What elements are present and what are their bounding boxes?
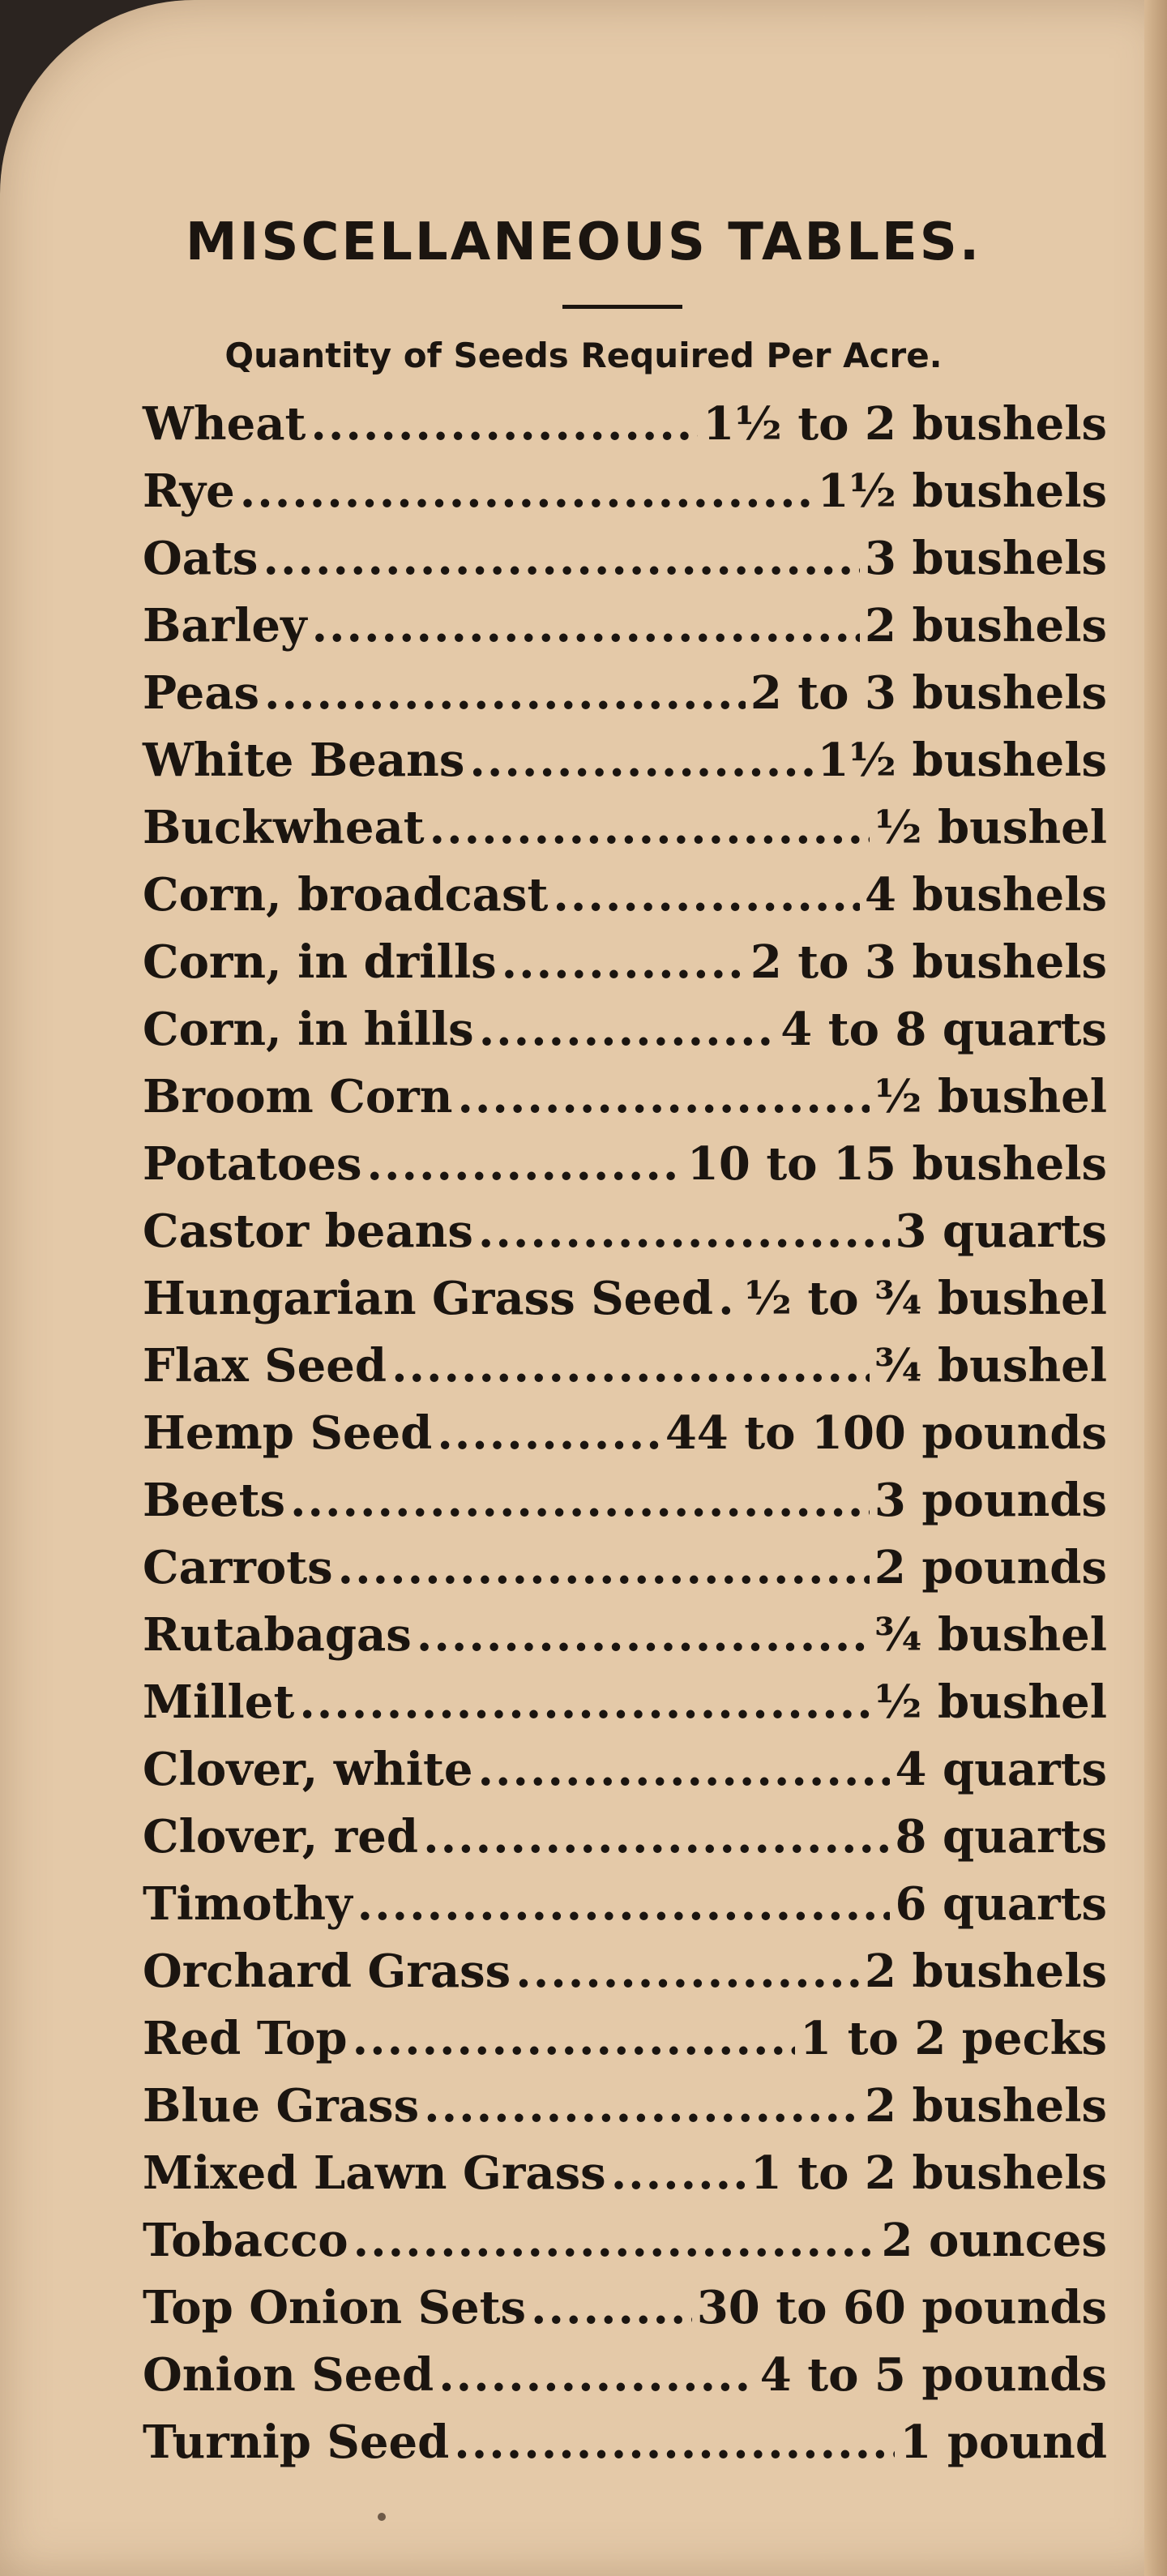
dot-leader bbox=[553, 868, 860, 922]
dot-leader bbox=[391, 1339, 870, 1393]
table-row bbox=[143, 1810, 1107, 1877]
seed-quantity: ¾ bushel bbox=[874, 1339, 1107, 1393]
seed-quantity: ½ bushel bbox=[874, 801, 1107, 854]
dot-leader bbox=[718, 1272, 739, 1325]
seed-quantity: 6 quarts bbox=[895, 1877, 1107, 1931]
table-row bbox=[143, 1474, 1107, 1541]
table-row bbox=[143, 1205, 1107, 1272]
dot-leader bbox=[312, 599, 860, 653]
dot-leader bbox=[290, 1474, 870, 1527]
dot-leader bbox=[430, 801, 870, 854]
table-row bbox=[143, 397, 1107, 464]
crop-name: Onion Seed bbox=[143, 2348, 434, 2402]
table-row bbox=[143, 2214, 1107, 2281]
crop-name: Wheat bbox=[143, 397, 306, 451]
crop-name: Buckwheat bbox=[143, 801, 425, 854]
crop-name: Mixed Lawn Grass bbox=[143, 2146, 606, 2200]
dot-leader bbox=[353, 2012, 796, 2065]
crop-name: Clover, red bbox=[143, 1810, 419, 1864]
title-divider bbox=[562, 305, 682, 309]
seed-quantity: 1½ to 2 bushels bbox=[703, 397, 1107, 451]
table-row bbox=[143, 2012, 1107, 2079]
seed-quantity: 10 to 15 bushels bbox=[686, 1137, 1107, 1191]
dot-leader bbox=[437, 1406, 660, 1460]
table-row bbox=[143, 1877, 1107, 1945]
crop-name: White Beans bbox=[143, 734, 465, 787]
crop-name: Barley bbox=[143, 599, 307, 653]
crop-name: Top Onion Sets bbox=[143, 2281, 527, 2334]
dot-leader bbox=[515, 1945, 860, 1998]
crop-name: Hemp Seed bbox=[143, 1406, 433, 1460]
table-row bbox=[143, 2079, 1107, 2146]
dot-leader bbox=[454, 2416, 895, 2469]
table-row bbox=[143, 1945, 1107, 2012]
table-row bbox=[143, 532, 1107, 599]
crop-name: Flax Seed bbox=[143, 1339, 387, 1393]
seed-quantity: 3 quarts bbox=[895, 1205, 1107, 1258]
seed-quantity: 2 ounces bbox=[881, 2214, 1107, 2267]
page-title: MISCELLANEOUS TABLES. bbox=[185, 212, 982, 272]
seed-quantity: 44 to 100 pounds bbox=[665, 1406, 1107, 1460]
table-row bbox=[143, 464, 1107, 532]
seed-quantity: 2 pounds bbox=[874, 1541, 1107, 1594]
table-row bbox=[143, 1339, 1107, 1406]
dot-leader bbox=[264, 666, 746, 720]
seed-quantity: 4 to 8 quarts bbox=[780, 1003, 1107, 1056]
crop-name: Millet bbox=[143, 1675, 295, 1729]
table-row bbox=[143, 868, 1107, 935]
dot-leader bbox=[424, 2079, 860, 2133]
seed-quantity: 8 quarts bbox=[895, 1810, 1107, 1864]
table-row bbox=[143, 1070, 1107, 1137]
crop-name: Castor beans bbox=[143, 1205, 473, 1258]
crop-name: Peas bbox=[143, 666, 260, 720]
seed-quantity: ¾ bushel bbox=[874, 1608, 1107, 1662]
crop-name: Potatoes bbox=[143, 1137, 362, 1191]
seed-quantity: 1 to 2 pecks bbox=[800, 2012, 1107, 2065]
table-row bbox=[143, 1003, 1107, 1070]
dot-leader bbox=[240, 464, 813, 518]
seed-quantity: 1½ bushels bbox=[817, 464, 1107, 518]
crop-name: Blue Grass bbox=[143, 2079, 420, 2133]
page-edge bbox=[1144, 0, 1167, 2576]
crop-name: Beets bbox=[143, 1474, 285, 1527]
dot-leader bbox=[357, 1877, 891, 1931]
crop-name: Tobacco bbox=[143, 2214, 348, 2267]
crop-name: Corn, in hills bbox=[143, 1003, 474, 1056]
table-row bbox=[143, 1272, 1107, 1339]
table-row bbox=[143, 2146, 1107, 2214]
dot-leader bbox=[477, 1743, 890, 1796]
seed-quantity: 30 to 60 pounds bbox=[696, 2281, 1107, 2334]
seed-quantity: ½ bushel bbox=[874, 1070, 1107, 1123]
table-row bbox=[143, 1675, 1107, 1743]
paper-spot bbox=[378, 2513, 386, 2521]
seed-quantity: 1 pound bbox=[900, 2416, 1107, 2469]
dot-leader bbox=[457, 1070, 870, 1123]
dot-leader bbox=[438, 2348, 755, 2402]
seed-quantity: 4 bushels bbox=[864, 868, 1107, 922]
seed-quantity: 4 quarts bbox=[895, 1743, 1107, 1796]
crop-name: Timothy bbox=[143, 1877, 353, 1931]
seed-quantity: 2 bushels bbox=[864, 1945, 1107, 1998]
seed-quantity: 3 bushels bbox=[864, 532, 1107, 585]
table-row bbox=[143, 734, 1107, 801]
crop-name: Broom Corn bbox=[143, 1070, 453, 1123]
dot-leader bbox=[479, 1003, 776, 1056]
seed-quantity: 2 to 3 bushels bbox=[750, 666, 1107, 720]
table-row bbox=[143, 2348, 1107, 2416]
crop-name: Oats bbox=[143, 532, 259, 585]
table-row bbox=[143, 2281, 1107, 2348]
crop-name: Hungarian Grass Seed bbox=[143, 1272, 714, 1325]
table-row bbox=[143, 1406, 1107, 1474]
dot-leader bbox=[366, 1137, 682, 1191]
table-row bbox=[143, 1743, 1107, 1810]
dot-leader bbox=[469, 734, 812, 787]
seed-table bbox=[143, 397, 1107, 2483]
crop-name: Orchard Grass bbox=[143, 1945, 511, 1998]
dot-leader bbox=[423, 1810, 890, 1864]
dot-leader bbox=[611, 2146, 746, 2200]
dot-leader bbox=[531, 2281, 692, 2334]
crop-name: Corn, in drills bbox=[143, 935, 497, 989]
table-row bbox=[143, 1541, 1107, 1608]
table-subtitle: Quantity of Seeds Required Per Acre. bbox=[224, 336, 943, 375]
table-row bbox=[143, 2416, 1107, 2483]
table-row bbox=[143, 1137, 1107, 1205]
table-row bbox=[143, 801, 1107, 868]
dot-leader bbox=[299, 1675, 870, 1729]
seed-quantity: ½ to ¾ bushel bbox=[744, 1272, 1107, 1325]
dot-leader bbox=[263, 532, 860, 585]
crop-name: Turnip Seed bbox=[143, 2416, 450, 2469]
seed-quantity: 2 bushels bbox=[864, 2079, 1107, 2133]
dot-leader bbox=[417, 1608, 870, 1662]
table-row bbox=[143, 935, 1107, 1003]
dot-leader bbox=[502, 935, 746, 989]
seed-quantity: 1½ bushels bbox=[817, 734, 1107, 787]
seed-quantity: 1 to 2 bushels bbox=[750, 2146, 1107, 2200]
seed-quantity: ½ bushel bbox=[874, 1675, 1107, 1729]
crop-name: Corn, broadcast bbox=[143, 868, 549, 922]
table-row bbox=[143, 666, 1107, 734]
dot-leader bbox=[310, 397, 698, 451]
crop-name: Red Top bbox=[143, 2012, 348, 2065]
seed-quantity: 3 pounds bbox=[874, 1474, 1107, 1527]
dot-leader bbox=[478, 1205, 891, 1258]
seed-quantity: 4 to 5 pounds bbox=[759, 2348, 1107, 2402]
crop-name: Rye bbox=[143, 464, 235, 518]
dot-leader bbox=[338, 1541, 870, 1594]
table-row bbox=[143, 1608, 1107, 1675]
seed-quantity: 2 to 3 bushels bbox=[750, 935, 1107, 989]
seed-quantity: 2 bushels bbox=[864, 599, 1107, 653]
crop-name: Clover, white bbox=[143, 1743, 473, 1796]
crop-name: Carrots bbox=[143, 1541, 333, 1594]
crop-name: Rutabagas bbox=[143, 1608, 412, 1662]
table-row bbox=[143, 599, 1107, 666]
dot-leader bbox=[353, 2214, 877, 2267]
